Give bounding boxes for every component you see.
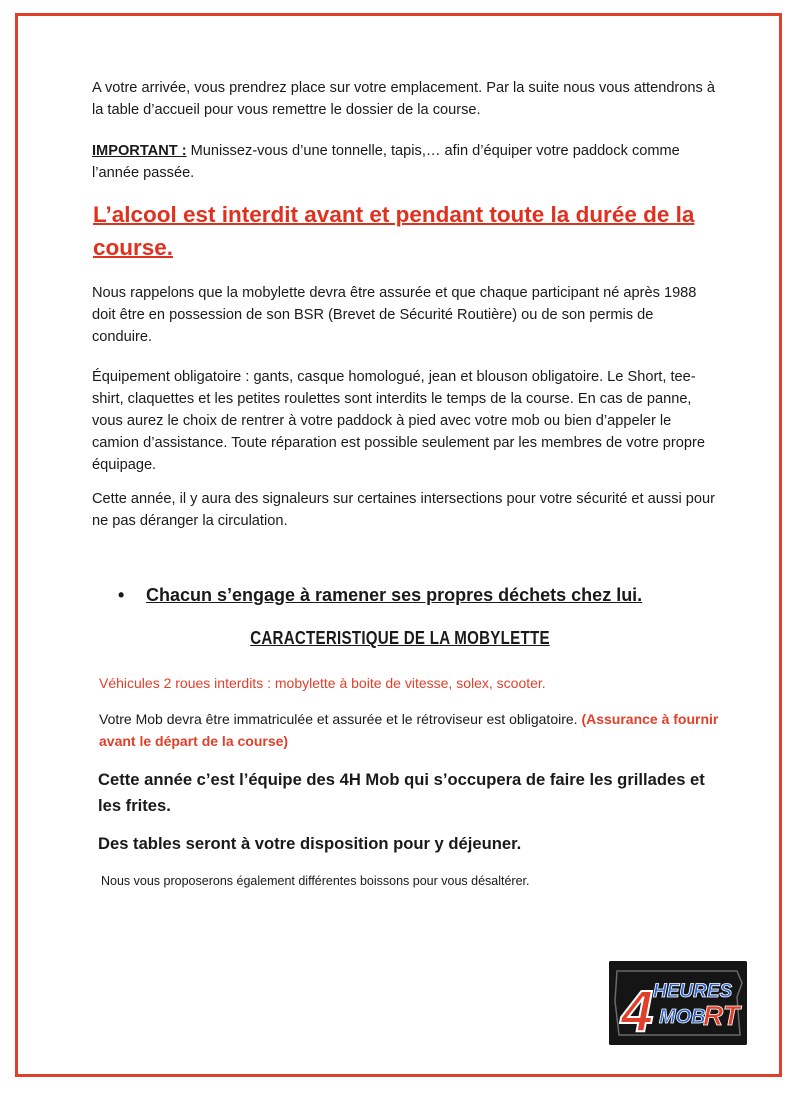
event-logo — [609, 961, 747, 1045]
important-text: Munissez-vous d’une tonnelle, tapis,… afin d’équiper votre paddock comme l’année passée. — [92, 143, 680, 181]
logo-line3: RT — [703, 1000, 740, 1031]
logo-line2: MOB — [659, 1006, 706, 1028]
tables-announcement: Des tables seront à votre disposition pour y déjeuner. — [98, 834, 522, 853]
section-title: CARACTERISTIQUE DE LA MOBYLETTE — [250, 628, 550, 648]
logo-graphic — [609, 961, 747, 1045]
bullet-dot-icon: • — [118, 585, 125, 605]
equipment-paragraph: Équipement obligatoire : gants, casque homologué, jean et blouson obligatoire. Le Short, tee-shirt, claquettes et les petites roulettes sont interdits le temps de la course. En cas de panne, vous aurez le choix de rentrer à votre paddock à pied avec votre mob ou bien d’appeler le camion d’assistance. Toute réparation est possible seulement par les membres de votre propre équipage. — [92, 369, 705, 473]
registration-text: Votre Mob devra être immatriculée et assurée et le rétroviseur est obligatoire. — [99, 711, 582, 727]
important-paragraph — [92, 140, 717, 184]
important-label: IMPORTANT : — [92, 143, 187, 159]
registration-paragraph — [99, 708, 724, 752]
insurance-paragraph: Nous rappelons que la mobylette devra être assurée et que chaque participant né après 1988 doit être en possession de son BSR (Brevet de Sécurité Routière) ou de son permis de conduire. — [92, 285, 697, 345]
registration-note: (Assurance à fournir avant le départ de la course) — [99, 711, 719, 749]
waste-bullet — [118, 582, 718, 608]
grill-announcement: Cette année c’est l’équipe des 4H Mob qui s’occupera de faire les grillades et les frites. — [98, 770, 705, 815]
signalers-paragraph: Cette année, il y aura des signaleurs sur certaines intersections pour votre sécurité et aussi pour ne pas déranger la circulation. — [92, 491, 715, 529]
alcohol-warning: L’alcool est interdit avant et pendant toute la durée de la course. — [93, 202, 695, 260]
forbidden-vehicles: Véhicules 2 roues interdits : mobylette à boite de vitesse, solex, scooter. — [99, 675, 546, 691]
logo-line1: HEURES — [653, 981, 733, 1002]
arrival-paragraph: A votre arrivée, vous prendrez place sur votre emplacement. Par la suite nous vous attendrons à la table d’accueil pour vous remettre le dossier de la course. — [92, 80, 715, 118]
drinks-note: Nous vous proposerons également différentes boissons pour vous désaltérer. — [101, 874, 530, 888]
waste-bullet-text: Chacun s’engage à ramener ses propres déchets chez lui. — [146, 585, 643, 605]
logo-number: 4 — [621, 979, 654, 1044]
